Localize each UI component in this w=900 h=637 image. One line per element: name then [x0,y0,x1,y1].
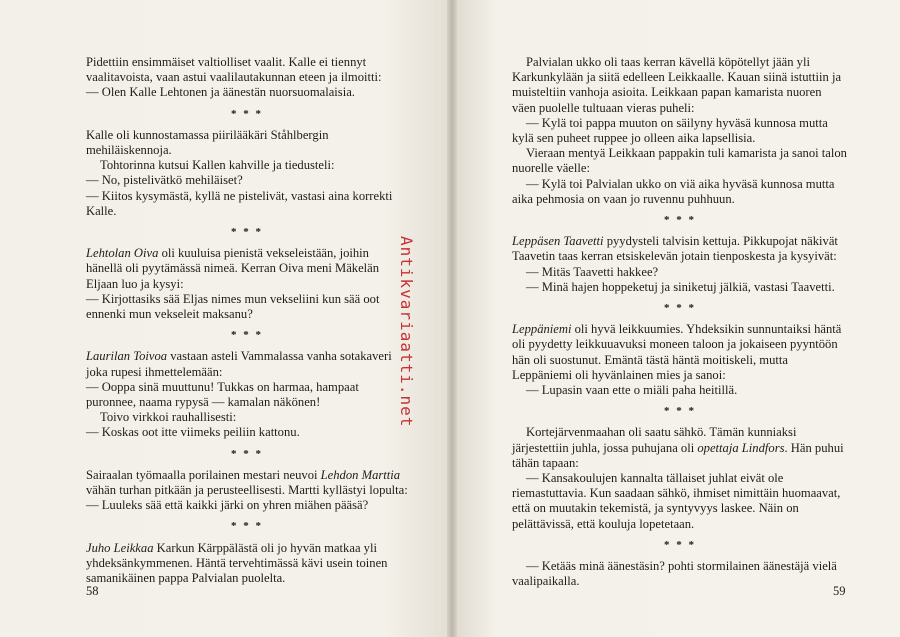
dialogue-line: — Lupasin vaan ette o miäli paha heitillä. [526,383,738,398]
dialogue-line: — Kylä toi Palvialan ukko on viä aika hyväsä kunnosa mutta aika pehmosia on vaan jo ruvennu puhhuun. [512,176,835,206]
right-page-text [512,55,848,590]
name-emphasis: Leppäsen Taavetti [512,234,604,249]
paragraph: Vieraan mentyä Leikkaan pappakin tuli kamarista ja sanoi talon nuorelle väelle: [512,146,847,176]
page-number-left: 58 [86,584,99,598]
paragraph [86,349,408,379]
watermark-text: Antikvariaatti.net [397,236,416,428]
paragraph [86,541,408,587]
name-emphasis: Lehtolan Oiva [86,246,159,261]
book-gutter [447,0,457,637]
paragraph: Kalle oli kunnostamassa piirilääkäri Ståhlbergin mehiläiskennoja. [86,127,329,158]
paragraph-text: vastaan asteli Vammalassa vanha sotakaveri joka rupesi ihmettelemään: [86,349,392,379]
paragraph [512,322,848,383]
name-emphasis: Juho Leikkaa [86,540,154,555]
paragraph: Toivo virkkoi rauhallisesti: [100,410,237,425]
dialogue-line: — Olen Kalle Lehtonen ja äänestän nuorsuomalaisia. [86,85,355,100]
paragraph: Palvialan ukko oli taas kerran kävellä köpötellyt jään yli Karkunkylään ja siitä edelleen Leikkaalle. Kauan siinä istuttiin ja muisteltiin vanhoja asioita. Leikkaan papan kamarista nuoren väen puolelle tultuaan vieras puheli: [512,55,842,115]
name-emphasis: Leppäniemi [512,322,572,337]
name-emphasis: Laurilan Toivoa [86,349,168,364]
paragraph-text: Sairaalan työmaalla porilainen mestari neuvoi [86,467,321,482]
dialogue-line: — Kansakoulujen kannalta tällaiset juhlat eivät ole riemastuttavia. Kun saadaan sähkö, ihmiset nimittäin huomaavat, että on muutakin tekemistä, ja syntyvyys laskee. Näin on pelättävissä, että kouluja lopetetaan. [512,471,841,531]
dialogue-line: — Kylä toi pappa muuton on säilyny hyväsä kunnosa mutta kylä sen puheet ruppee jo olleen aika lapsellisia. [512,115,828,146]
paragraph-text: Kortejärvenmaahan oli saatu sähkö. Tämän kunniaksi järjestettiin juhla, jossa puhujana oli [512,425,797,455]
name-emphasis: opettaja Lindfors [697,440,785,455]
paragraph: Pidettiin ensimmäiset valtiolliset vaalit. Kalle ei tiennyt vaalitavoista, vaan astui vaalilautakunnan eteen ja ilmoitti: [86,55,382,85]
paragraph-text: . Hän puhui tähän tapaan: [512,440,844,470]
dialogue-line: — Luuleks sää että kaikki järki on yhren miähen pääsä? [86,498,369,513]
dialogue-line: — Kiitos kysymästä, kyllä ne pistelivät, vastasi aina korrekti Kalle. [86,188,393,218]
page-number-right: 59 [833,584,846,598]
dialogue-line: — Ketääs minä äänestäsin? pohti stormilainen äänestäjä vielä vaalipaikalla. [512,559,837,589]
paragraph [86,246,408,292]
section-separator: * * * [664,214,696,227]
dialogue-line: — Koskas oot itte viimeks peiliin kattonu. [86,425,300,440]
dialogue-line: — No, pistelivätkö mehiläiset? [86,173,243,188]
watermark [396,236,416,606]
section-separator: * * * [664,538,696,551]
dialogue-line: — Ooppa sinä muuttunu! Tukkas on harmaa, hampaat puronnee, naama rypysä — kamalan näkönen! [86,379,359,410]
dialogue-line: — Mitäs Taavetti hakkee? [526,264,659,279]
section-separator: * * * [231,107,263,120]
paragraph-text: oli kuuluisa pienistä vekseleistään, joihin hänellä oli pyytämässä nimeä. Kerran Oiva meni Mäkelän Eljaan luo ja kysyi: [86,246,380,291]
paragraph-text: oli hyvä leikkuumies. Yhdeksikin sunnuntaiksi häntä oli pyydetty leikkuuavuksi moneen taloon ja jokaiseen pyyntöön hän oli suostunut. Emäntä tästä häntä moitiskeli, mutta Leppäniemi oli hyvänlainen mies ja sanoi: [512,322,842,382]
dialogue-line: — Kirjottasiks sää Eljas nimes mun vekseliini kun sää oot ennenki mun vekseleit maksanu? [86,291,380,322]
section-separator: * * * [231,447,263,460]
paragraph-text: vähän turhan pitkään ja perusteellisesti. Martti kyllästyi lopulta: [86,483,408,498]
section-separator: * * * [231,226,263,239]
section-separator: * * * [664,405,696,418]
section-separator: * * * [231,329,263,342]
paragraph [512,234,848,264]
section-separator: * * * [231,520,263,533]
paragraph [512,425,848,471]
paragraph: Tohtorinna kutsui Kallen kahville ja tiedusteli: [100,158,335,173]
paragraph [86,468,408,498]
dialogue-line: — Minä hajen hoppeketuj ja siniketuj jälkiä, vastasi Taavetti. [526,279,835,294]
paragraph-text: pyydysteli talvisin kettuja. Pikkupojat näkivät Taavetin taas kerran etsiskelevän jotain tienposkesta ja kysyivät: [512,234,838,264]
left-page-text [86,55,408,586]
section-separator: * * * [664,302,696,315]
name-emphasis: Lehdon Marttia [320,467,401,482]
paragraph-text: Karkun Kärppälästä oli jo hyvän matkaa yli yhdeksänkymmenen. Häntä tervehtimässä kävi usein toinen samanikäinen pappa Palvialan puolelta. [86,540,388,586]
